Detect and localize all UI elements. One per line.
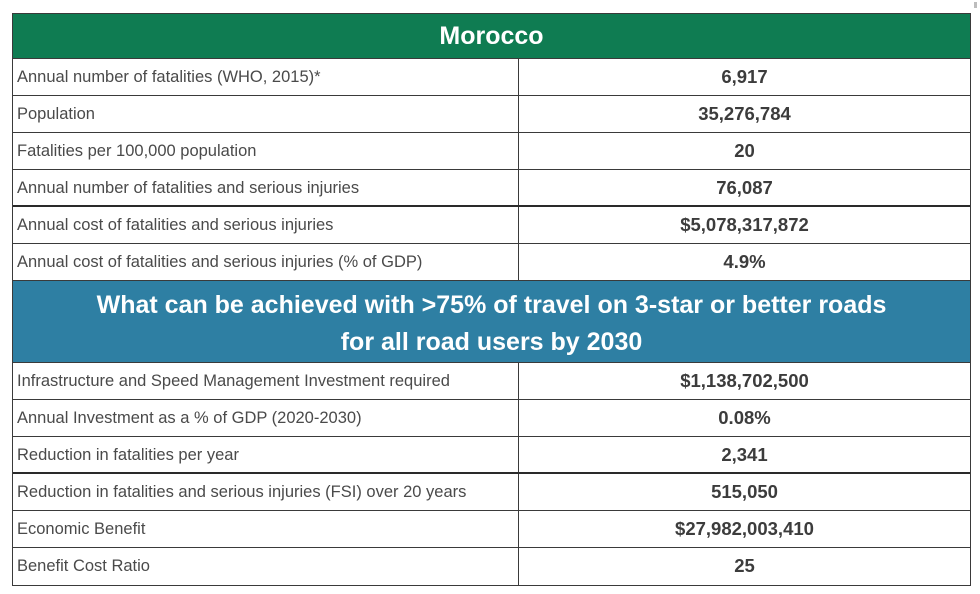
row-label: Economic Benefit [13,511,519,547]
row-label: Infrastructure and Speed Management Investment required [13,363,519,399]
row-label: Reduction in fatalities and serious injuries (FSI) over 20 years [13,474,519,510]
row-label: Annual cost of fatalities and serious injuries (% of GDP) [13,244,519,280]
table-row [13,59,970,96]
row-value: 4.9% [723,251,766,272]
row-value: 76,087 [716,177,773,198]
table-row [13,96,970,133]
road-safety-table [12,13,971,586]
scenario-header [13,281,970,363]
row-label: Reduction in fatalities per year [13,437,519,472]
table-row [13,133,970,170]
row-value: $27,982,003,410 [675,518,814,539]
table-row [13,400,970,437]
table-row [13,244,970,281]
row-label: Annual cost of fatalities and serious injuries [13,207,519,243]
table-row [13,207,970,244]
row-label: Population [13,96,519,132]
table-row [13,437,970,474]
scenario-title-line1: What can be achieved with >75% of travel on 3-star or better roads [96,291,887,319]
row-value: $5,078,317,872 [680,214,809,235]
table-row [13,474,970,511]
row-label: Annual Investment as a % of GDP (2020-2030) [13,400,519,436]
table-row [13,548,970,585]
row-value: 6,917 [721,66,768,87]
row-label: Benefit Cost Ratio [13,548,519,585]
table-row [13,511,970,548]
edge-artifact [974,2,977,8]
row-value: $1,138,702,500 [680,370,809,391]
table-row [13,170,970,207]
row-label: Annual number of fatalities and serious injuries [13,170,519,205]
row-label: Fatalities per 100,000 population [13,133,519,169]
row-value: 2,341 [721,444,768,465]
row-label: Annual number of fatalities (WHO, 2015)* [13,59,519,95]
country-header: Morocco [13,14,970,59]
table-row [13,363,970,400]
row-value: 25 [734,555,755,576]
row-value: 20 [734,140,755,161]
row-value: 515,050 [711,481,778,502]
row-value: 35,276,784 [698,103,791,124]
scenario-title-line2: for all road users by 2030 [340,328,643,356]
row-value: 0.08% [718,407,771,428]
